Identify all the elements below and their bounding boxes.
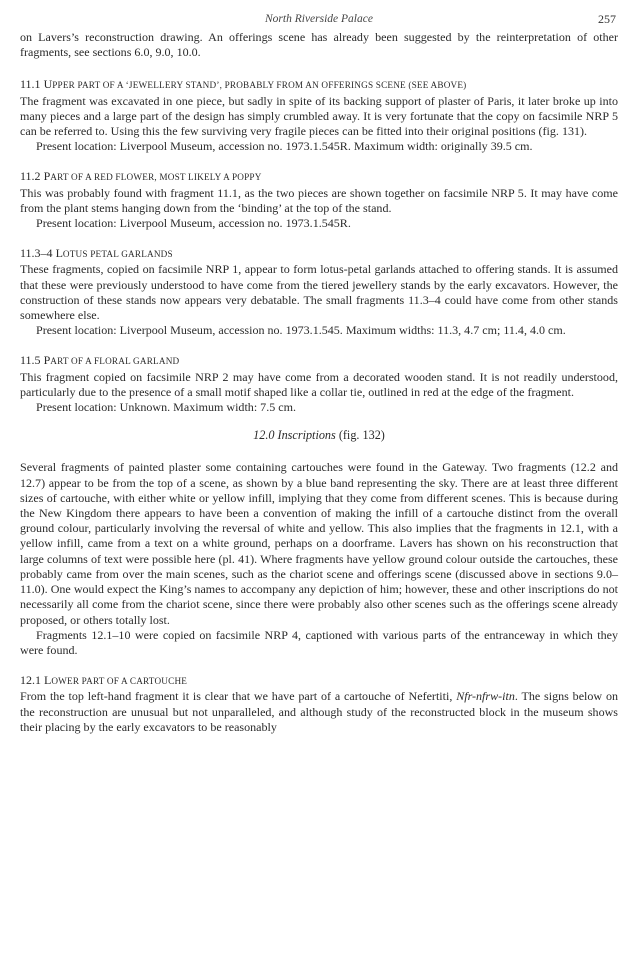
section-11-3-4-location: Present location: Liverpool Museum, accession no. 1973.1.545. Maximum widths: 11.3, 4.7 cm; 11.4, 4.0 cm. <box>36 323 566 338</box>
section-11-1-number: 11.1 <box>20 77 44 92</box>
section-11-1-heading-initial: U <box>43 77 53 92</box>
section-11-1 <box>20 77 618 154</box>
section-12-1-number: 12.1 <box>20 673 44 688</box>
section-12-1-heading-initial: L <box>44 673 52 688</box>
section-11-1-location: Present location: Liverpool Museum, accession no. 1973.1.545R. Maximum width: originally 39.5 cm. <box>36 139 533 154</box>
section-11-2-body: This was probably found with fragment 11.1, as the two pieces are shown together on facsimile NRP 5. It may have come from the plant stems hanging down from the ‘binding’ at the top of the stand. <box>20 185 618 215</box>
section-12-1-heading-rest: OWER PART OF A CARTOUCHE <box>51 676 188 687</box>
section-11-5-heading <box>20 353 618 369</box>
intro-text: on Lavers’s reconstruction drawing. An offerings scene has already been suggested by the reinterpretation of other fragments, see sections 6.0, 9.0, 10.0. <box>20 30 618 60</box>
section-11-3-4-body: These fragments, copied on facsimile NRP 1, appear to form lotus-petal garlands attached to offering stands. It is assumed that these were previously understood to have come from the tiered jewellery stands by the early excavators. However, the construction of these stands now appears very debatable. The small fragments 11.3–4 could have come from other stands somewhere else. <box>20 262 618 323</box>
page-number: 257 <box>598 12 616 26</box>
section-11-3-4-number: 11.3–4 <box>20 246 56 261</box>
section-11-5 <box>20 353 618 415</box>
section-12-1-heading <box>20 673 618 689</box>
intro-paragraph <box>20 30 618 60</box>
running-header <box>20 0 618 30</box>
section-12-1-body <box>20 689 618 735</box>
section-11-2-heading-initial: P <box>43 169 51 184</box>
section-11-2-location: Present location: Liverpool Museum, accession no. 1973.1.545R. <box>36 216 351 231</box>
section-12-1-body-end: . The signs below on the reconstruction are unusual but not unparalleled, and although study of the reconstructed block in the museum shows their placing by the early excavators to be reasonably <box>20 689 618 734</box>
section-11-1-heading <box>20 77 618 93</box>
section-12-body <box>20 460 618 658</box>
section-12-paragraph-1: Several fragments of painted plaster some containing cartouches were found in the Gateway. Two fragments (12.2 and 12.7) appear to be from the top of a scene, as shown by a blue band representing the sky. There are at least three different sizes of cartouche, with either white or yellow infill, implying that they come from different scenes. This is because during the New Kingdom there appears to have been a convention of making the infill of a cartouche distinct from the overall ground colour, particularly involving the reversal of white and yellow. This also implies that the fragments in 12.1, with a yellow infill, came from a text on a white ground, perhaps on a doorframe. Lavers has shown on his reconstruction that large columns of text were possible here (pl. 41). Where fragments have yellow ground colour outside the cartouches, these probably came from over the main scenes, such as the chariot scene and offerings scene (discussed above in sections 9.0–11.0). One would expect the King’s names to accompany any depiction of him; however, these and other inscriptions do not necessarily all come from the chariot scene, since there were probably also other scenes such as the offerings scene already proposed, or others totally lost. <box>20 460 618 627</box>
section-11-1-heading-rest: PPER PART OF A ‘JEWELLERY STAND’, PROBABLY FROM AN OFFERINGS SCENE (SEE ABOVE) <box>52 80 467 91</box>
section-11-2 <box>20 169 618 231</box>
section-11-2-heading <box>20 169 618 185</box>
section-11-5-heading-initial: P <box>43 353 51 368</box>
running-title: North Riverside Palace <box>265 13 373 25</box>
section-12-1-transliteration: Nfr-nfrw-itn <box>456 689 515 704</box>
section-12-figure-reference: (fig. 132) <box>335 428 385 443</box>
section-11-5-heading-rest: ART OF A FLORAL GARLAND <box>50 356 180 367</box>
section-11-5-number: 11.5 <box>20 353 44 368</box>
section-12-paragraph-2: Fragments 12.1–10 were copied on facsimile NRP 4, captioned with various parts of the entranceway in which they were found. <box>20 627 618 657</box>
section-12-title <box>20 428 618 443</box>
section-12-1 <box>20 673 618 735</box>
section-11-5-location: Present location: Unknown. Maximum width: 7.5 cm. <box>36 400 296 415</box>
section-12-title-text: 12.0 Inscriptions <box>253 428 336 443</box>
section-11-1-body: The fragment was excavated in one piece, but sadly in spite of its backing support of plaster of Paris, it later broke up into many pieces and a large part of the design has simply crumbled away. It is very fortunate that the copy on facsimile NRP 5 can be referred to. Using this the few surviving very fragile pieces can be fitted into their original positions (fig. 131). <box>20 93 618 139</box>
section-11-2-heading-rest: ART OF A RED FLOWER, MOST LIKELY A POPPY <box>50 172 262 183</box>
page <box>20 0 618 966</box>
section-11-3-4-heading <box>20 246 618 262</box>
section-11-3-4-heading-initial: L <box>55 246 63 261</box>
section-12-1-body-start: From the top left-hand fragment it is clear that we have part of a cartouche of Nefertiti, <box>20 689 457 704</box>
section-11-3-4 <box>20 246 618 338</box>
section-11-2-number: 11.2 <box>20 169 44 184</box>
section-11-3-4-heading-rest: OTUS PETAL GARLANDS <box>62 249 173 260</box>
section-11-5-body: This fragment copied on facsimile NRP 2 may have come from a decorated wooden stand. It is not readily understood, particularly due to the presence of a small motif shaped like a collar tie, outlined in red at the edge of the fragment. <box>20 369 618 399</box>
